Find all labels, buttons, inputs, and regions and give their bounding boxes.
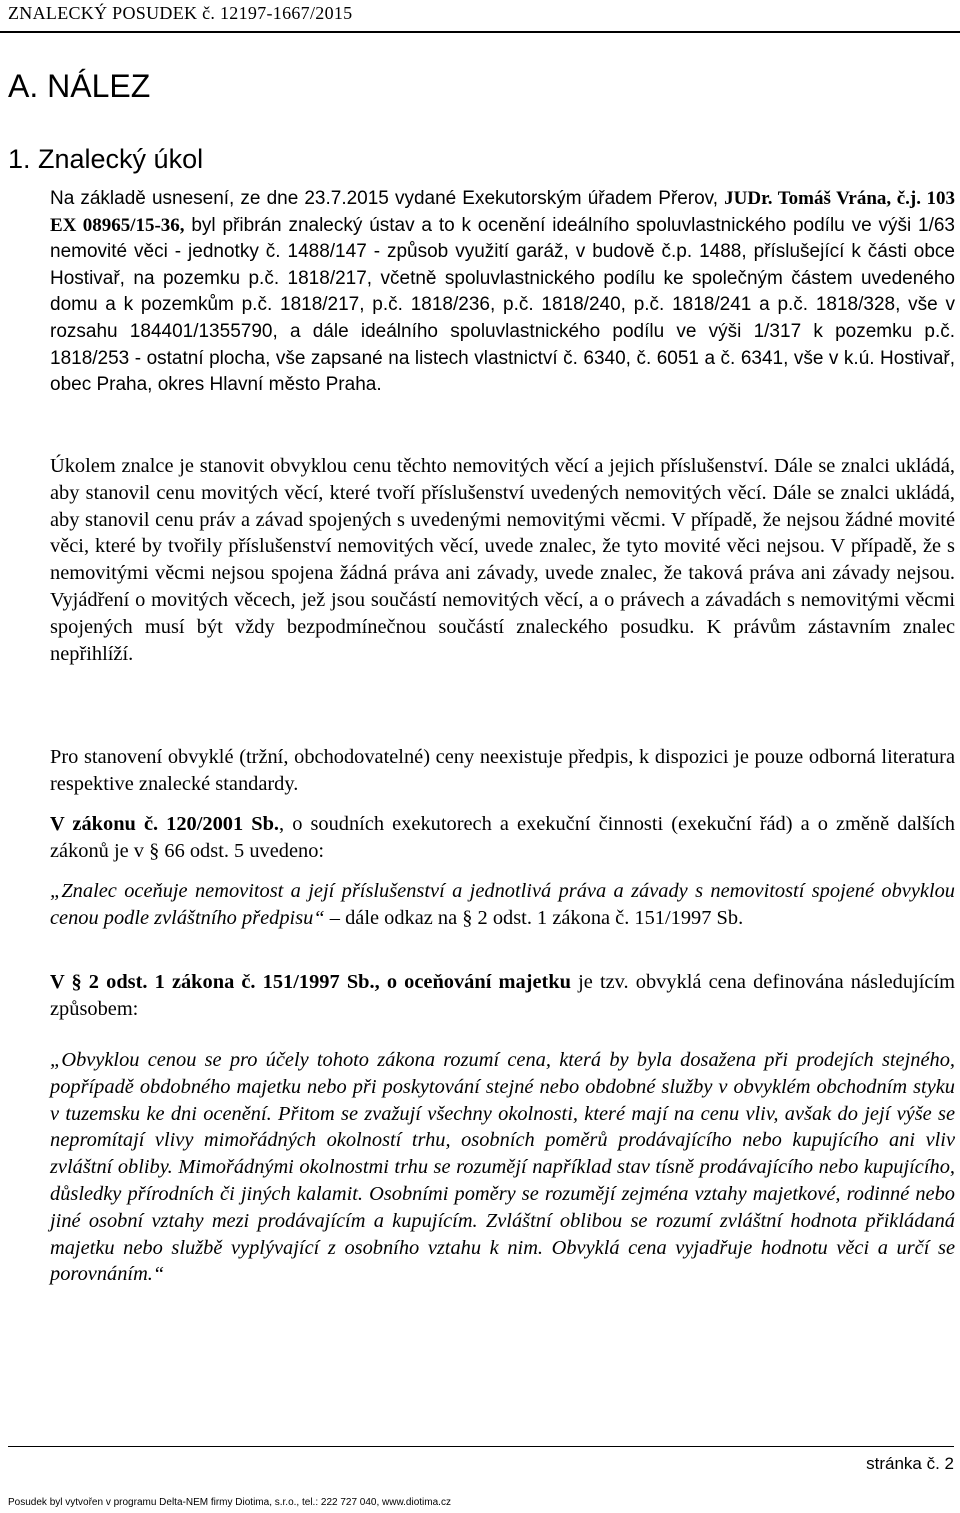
method-quote-definition: „Obvyklou cenou se pro účely tohoto zákona rozumí cena, která by byla dosažena při prodejích stejného, popřípadě obdobného majetku nebo při poskytování stejné nebo obdobné služby v obvyklém obchodním styku v tuzemsku ke dni ocenění. Přitom se zvažují všechny okolnosti, které mají na cenu vliv, avšak do její výše se nepromítají vlivy mimořádných okolností trhu, osobních poměrů prodávajícího nebo kupujícího ani vliv zvláštní obliby. Mimořádnými okolnostmi trhu se rozumějí například stav tísně prodávajícího nebo kupujícího, důsledky přírodních či jiných kalamit. Osobními poměry se rozumějí zejména vztahy majetkové, rodinné nebo jiné osobní vztahy mezi prodávajícím a kupujícím. Zvláštní oblibou se rozumí zvláštní hodnota přikládaná majetku nebo službě vyplývající z osobního vztahu k nim. Obvyklá cena vyjadřuje hodnotu věci a určí se porovnáním.“ <box>50 1049 955 1286</box>
document-header-title: ZNALECKÝ POSUDEK č. 12197-1667/2015 <box>8 3 353 23</box>
assignment-court-reference: JUDr. Tomáš Vrána, č.j. 103 EX 08965/15-36, <box>50 188 956 236</box>
task-paragraph-scope: Úkolem znalce je stanovit obvyklou cenu těchto nemovitých věcí a jejich příslušenství. Dále se znalci ukládá, aby stanovil cenu movitých věcí, které tvoří příslušenství uvedených nemovitých věcí. Dále se znalci ukládá, aby stanovil cenu práv a závad spojených s uvedenými nemovitými věcmi. V případě, že nejsou žádné movité věci, které by tvořily příslušenství nemovitých věcí, uvede znalec, že tyto movité věci nejsou. V případě, že s nemovitými věcmi nejsou spojena žádná práva ani závady, uvede znalec, že taková práva ani závady nejsou. Vyjádření o movitých věcech, jež jsou součástí nemovitých věcí, a o právech a závadách s nemovitými věcmi spojených musí být vždy bezpodmínečnou součástí znaleckého posudku. K právům zástavním znalec nepřihlíží. <box>50 455 955 665</box>
assignment-text-subject: byl přibrán znalecký ústav a to k ocenění ideálního spoluvlastnického podílu ve výši 1/63 nemovité věci - jednotky č. 1488/147 - způsob využití garáž, v budově č.p. 1488, příslušející k části obce Hostivař, na pozemku p.č. 1818/217, včetně spoluvlastnického podílu ke společným částem uvedeného domu a k pozemkům p.č. 1818/217, p.č. 1818/236, p.č. 1818/240, p.č. 1818/241 a p.č. 1818/328, vše v rozsahu 184401/1355790, a dále ideálního spoluvlastnického podílu ve výši 1/317 k pozemku p.č. 1818/253 - ostatní plocha, vše zapsané na listech vlastnictví č. 6340, č. 6051 a č. 6341, vše v k.ú. Hostivař, obec Praha, okres Hlavní město Praha. <box>50 214 955 396</box>
task-paragraph-assignment <box>50 186 955 399</box>
law-quote-italic: „Znalec oceňuje nemovitost a její příslušenství a jednotlivá práva a závady s nemovitostí spojené obvyklou cenou podle zvláštního předpisu“ <box>50 880 955 929</box>
method-paragraph-intro: Pro stanovení obvyklé (tržní, obchodovatelné) ceny neexistuje předpis, k dispozici je pouze odborná literatura respektive znalecké standardy. <box>50 746 955 795</box>
subsection-title: 1. Znalecký úkol <box>8 144 204 174</box>
method-paragraph-definition <box>50 969 955 1023</box>
definition-reference-text: je tzv. obvyklá cena definována následujícím způsobem: <box>50 971 955 1020</box>
section-title: A. NÁLEZ <box>8 68 151 104</box>
method-paragraph-law <box>50 811 955 865</box>
footer-credit: Posudek byl vytvořen v programu Delta-NEM firmy Diotima, s.r.o., tel.: 222 727 040, www.diotima.cz <box>8 1497 451 1508</box>
definition-reference-bold: V § 2 odst. 1 zákona č. 151/1997 Sb., o oceňování majetku <box>50 971 571 993</box>
law-quote-reference: – dále odkaz na § 2 odst. 1 zákona č. 151/1997 Sb. <box>324 906 744 929</box>
law-reference-bold: V zákonu č. 120/2001 Sb. <box>50 813 280 835</box>
page-number: stránka č. 2 <box>866 1454 954 1473</box>
header-divider <box>0 31 960 33</box>
method-quote-law <box>50 878 955 932</box>
assignment-text-intro: Na základě usnesení, ze dne 23.7.2015 vydané Exekutorským úřadem Přerov, <box>50 188 725 209</box>
law-reference-text: , o soudních exekutorech a exekuční činnosti (exekuční řád) a o změně dalších zákonů je v § 66 odst. 5 uvedeno: <box>50 813 956 862</box>
footer-divider <box>8 1446 954 1447</box>
